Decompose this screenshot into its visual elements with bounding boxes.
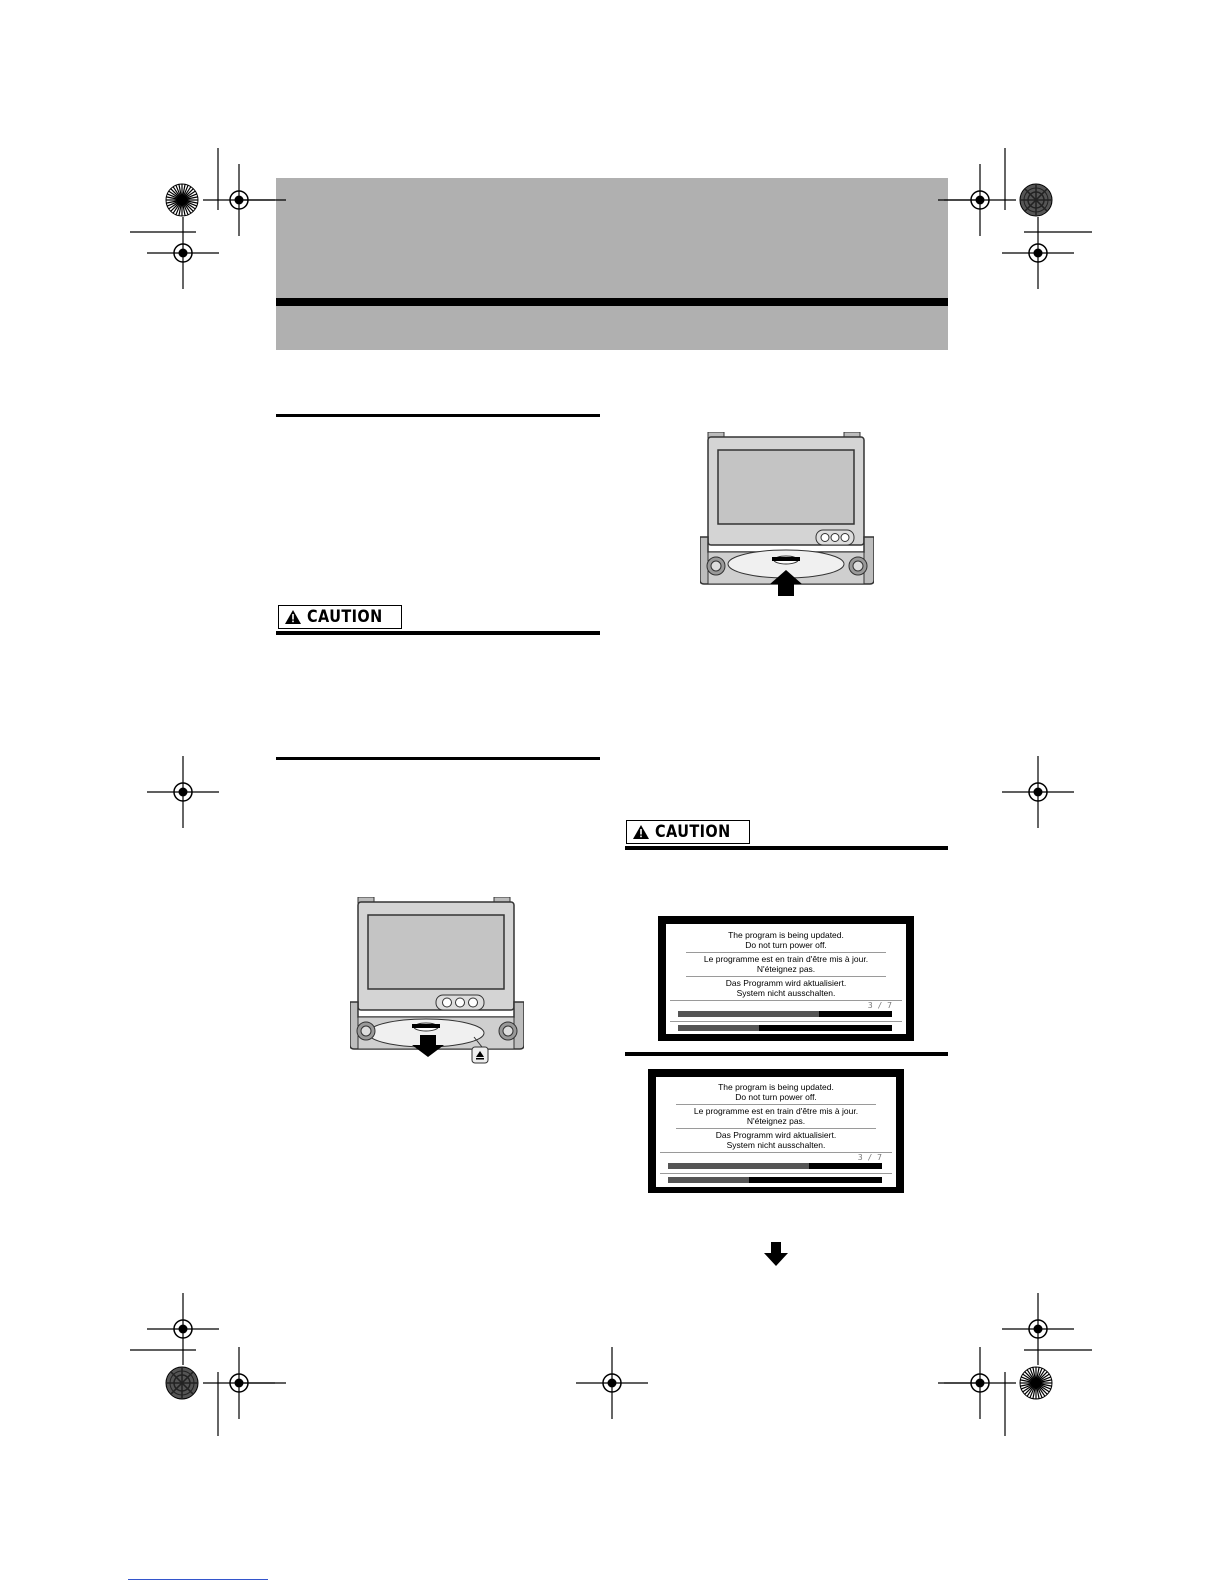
warning-triangle-icon (285, 610, 301, 624)
caution-rule (276, 631, 600, 635)
caution-text: CAUTION (307, 607, 383, 627)
caution-text: CAUTION (655, 822, 731, 842)
caution-rule (625, 846, 948, 850)
section-rule (625, 1052, 948, 1056)
radial-star-target-icon (166, 184, 198, 216)
progress-bar-main (668, 1163, 882, 1169)
crosshair-circle-icon (1002, 1293, 1074, 1365)
message-de: Das Programm wird aktualisiert. System nicht ausschalten. (715, 1130, 837, 1150)
message-en: The program is being updated. Do not turn power off. (728, 930, 844, 950)
progress-bar-sub (678, 1025, 892, 1031)
message-fr: Le programme est en train d'être mis à jour. N'éteignez pas. (693, 1106, 859, 1126)
crosshair-circle-icon (1002, 756, 1074, 828)
message-de: Das Programm wird aktualisiert. System nicht ausschalten. (725, 978, 847, 998)
device-eject-disc-illustration (350, 897, 524, 1065)
radial-star-target-icon (166, 1367, 198, 1399)
crosshair-circle-icon (576, 1347, 648, 1419)
step-counter: 3 / 7 (867, 1001, 892, 1010)
caution-label-right (626, 820, 750, 844)
update-screen-2 (648, 1069, 904, 1193)
progress-bar-sub (668, 1177, 882, 1183)
down-arrow-icon (764, 1242, 788, 1266)
footer-underline (128, 1579, 268, 1580)
device-insert-disc-illustration (700, 432, 874, 596)
crosshair-circle-icon (147, 756, 219, 828)
section-rule (276, 414, 600, 417)
update-screen-1 (658, 916, 914, 1041)
warning-triangle-icon (633, 825, 649, 839)
crosshair-circle-icon (147, 217, 219, 289)
radial-star-target-icon (1020, 184, 1052, 216)
progress-bar-main (678, 1011, 892, 1017)
crosshair-circle-icon (1002, 217, 1074, 289)
radial-star-target-icon (1020, 1367, 1052, 1399)
message-fr: Le programme est en train d'être mis à jour. N'éteignez pas. (703, 954, 869, 974)
crosshair-circle-icon (147, 1293, 219, 1365)
step-counter: 3 / 7 (857, 1153, 882, 1162)
caution-label-left (278, 605, 402, 629)
message-en: The program is being updated. Do not turn power off. (718, 1082, 834, 1102)
section-rule (276, 757, 600, 760)
